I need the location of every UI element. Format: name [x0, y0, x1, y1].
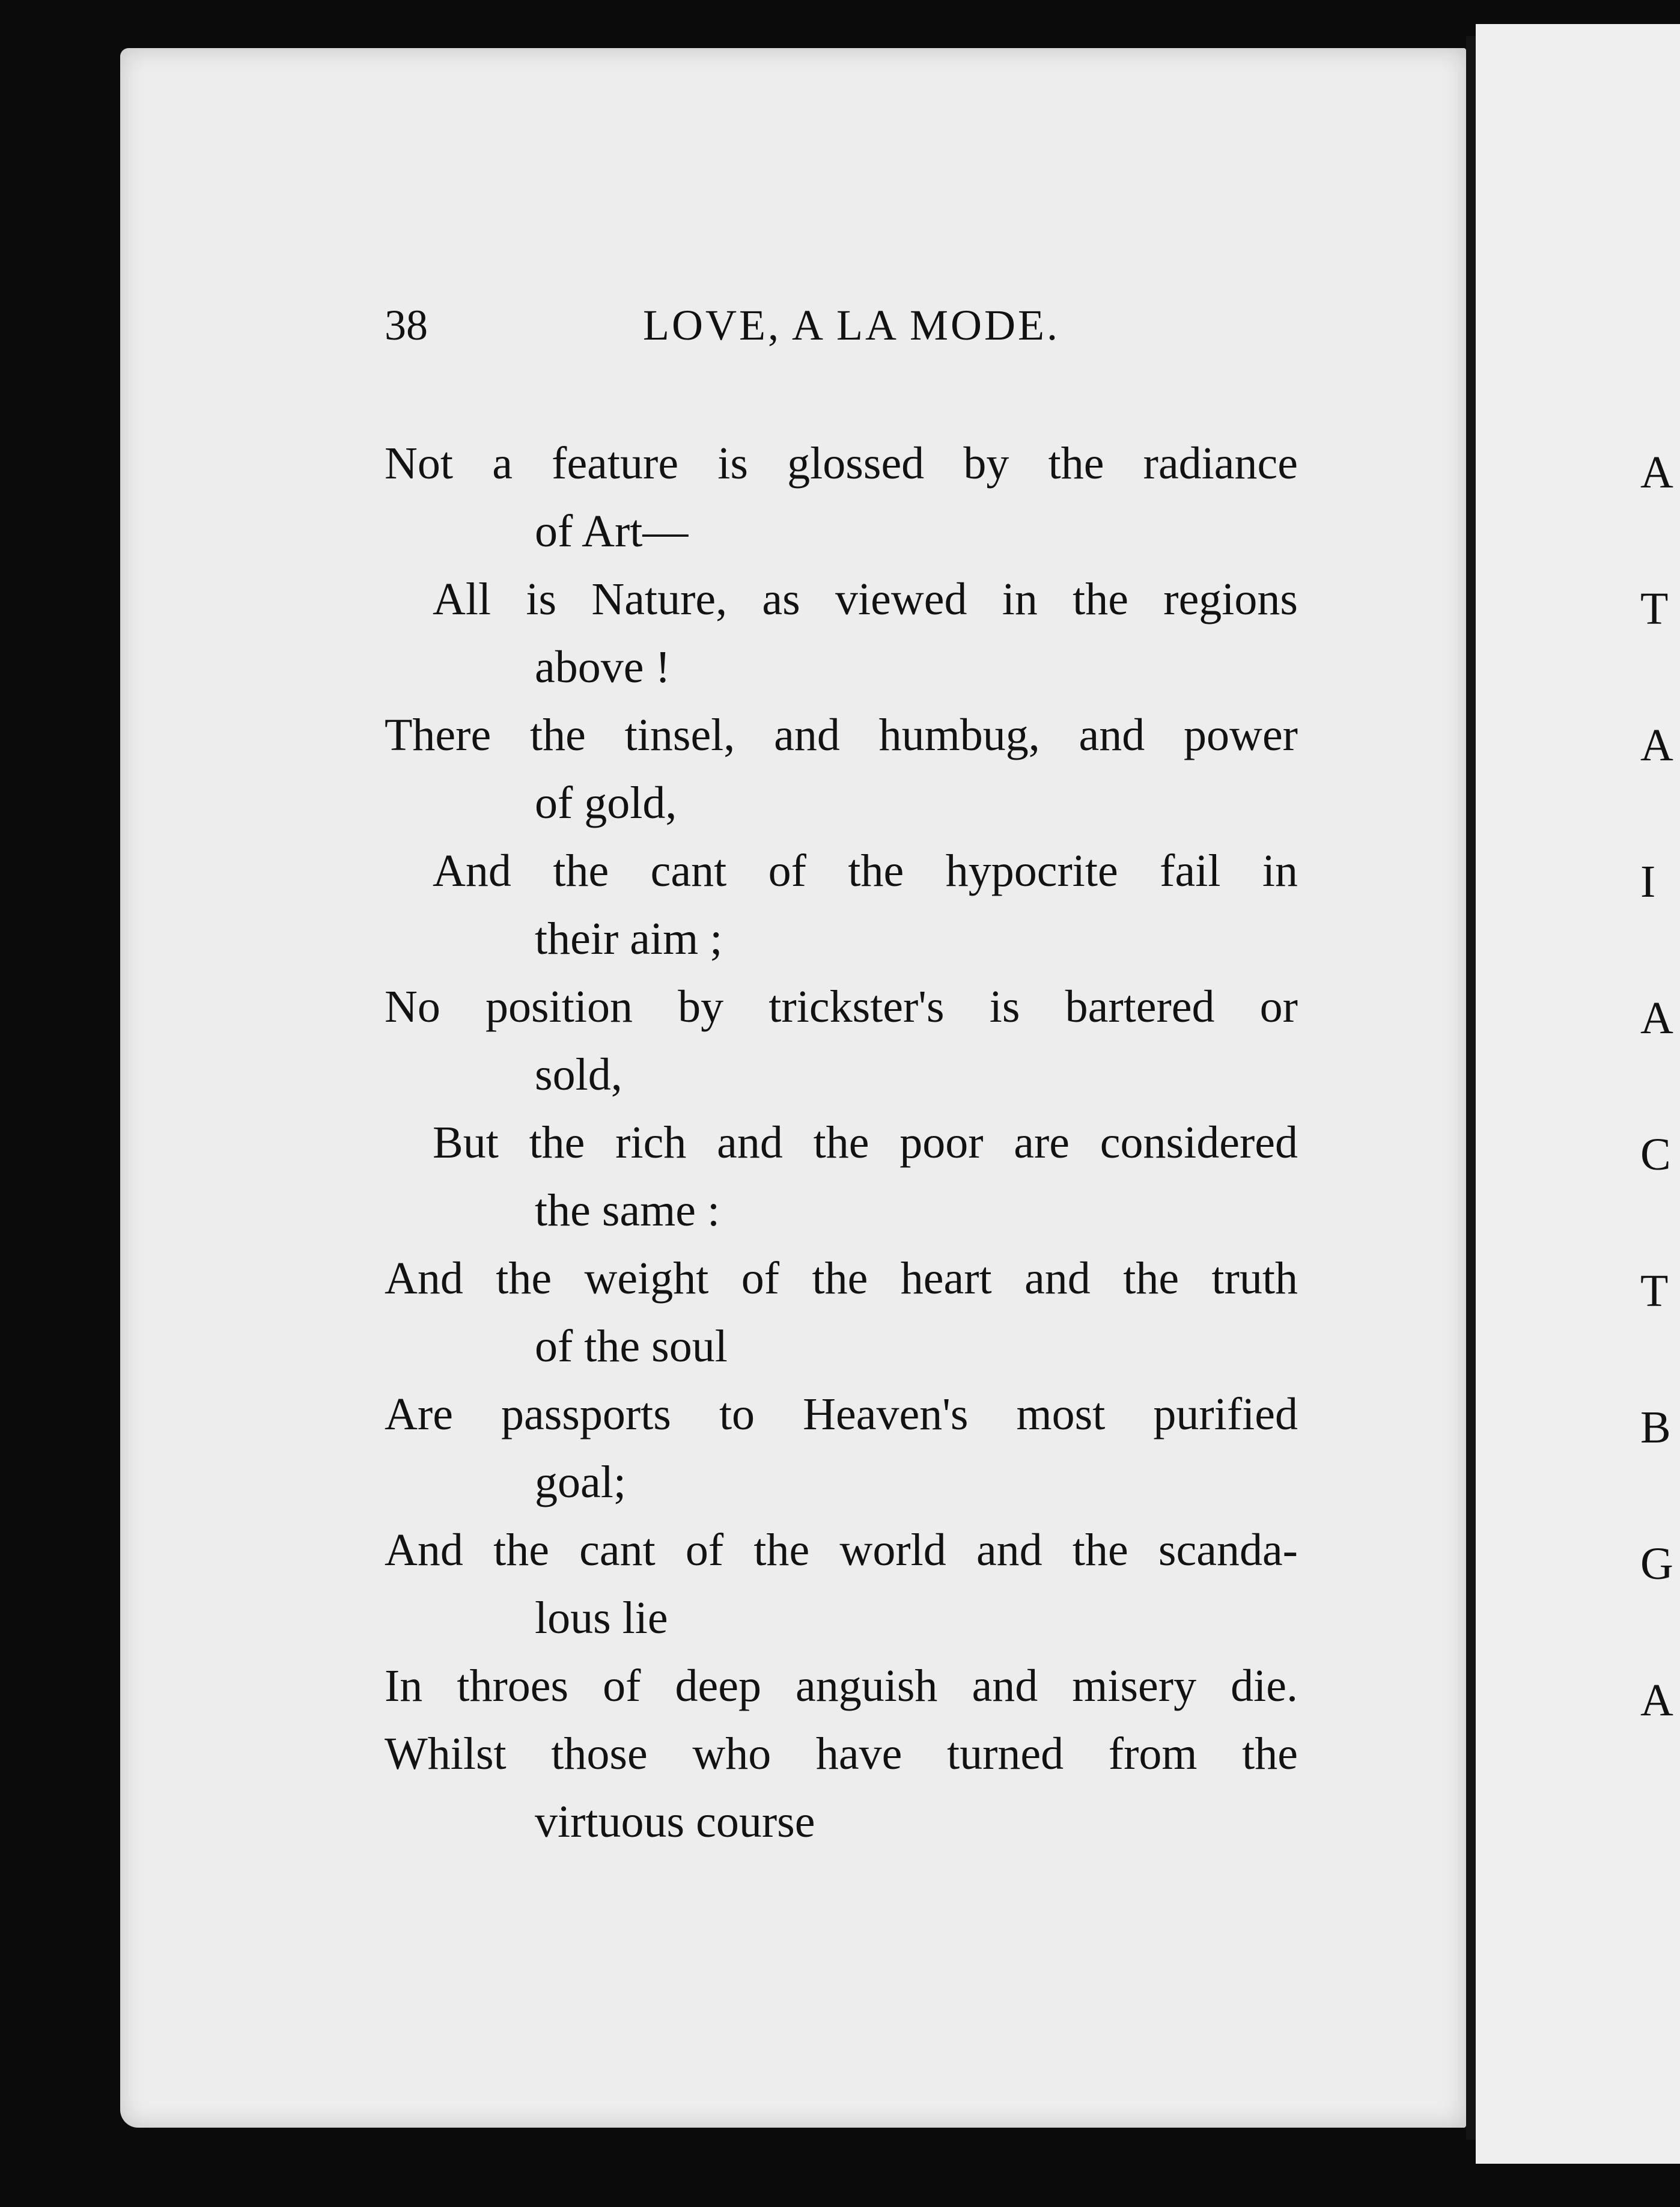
- facing-page-letter: T: [1640, 1266, 1669, 1316]
- verse-line: And the cant of the world and the scanda-: [385, 1525, 1298, 1575]
- verse-line: of gold,: [535, 778, 677, 828]
- verse-line: goal;: [535, 1457, 626, 1507]
- verse-line: of the soul: [535, 1321, 728, 1372]
- verse-line: Not a feature is glossed by the radiance: [385, 438, 1298, 489]
- facing-page-letter: T: [1640, 584, 1669, 634]
- facing-page-letter: B: [1640, 1402, 1671, 1453]
- facing-page-letters: [1640, 439, 1673, 1803]
- facing-page-letter: I: [1640, 856, 1656, 907]
- facing-page-letter: G: [1640, 1539, 1673, 1589]
- verse-line: No position by trickster's is bartered or: [385, 981, 1298, 1032]
- verse-line: There the tinsel, and humbug, and power: [385, 710, 1298, 760]
- verse-line: virtuous course: [535, 1796, 815, 1847]
- verse-line: their aim ;: [535, 914, 723, 964]
- verse-line: In throes of deep anguish and misery die.: [385, 1661, 1298, 1711]
- verse-line: And the weight of the heart and the truth: [385, 1253, 1298, 1304]
- facing-page-letter: A: [1640, 447, 1673, 498]
- verse-line: the same :: [535, 1185, 720, 1236]
- facing-page-letter: C: [1640, 1129, 1671, 1180]
- verse-line: And the cant of the hypocrite fail in: [433, 846, 1298, 896]
- facing-page-letter: A: [1640, 720, 1673, 771]
- verse-line: Are passports to Heaven's most purified: [385, 1389, 1298, 1439]
- verse-line: lous lie: [535, 1593, 668, 1643]
- verse-line: above !: [535, 642, 671, 692]
- page-number: 38: [385, 301, 428, 349]
- running-head: [385, 301, 1286, 355]
- verse-line: Whilst those who have turned from the: [385, 1729, 1298, 1779]
- verse-line: But the rich and the poor are considered: [433, 1117, 1298, 1168]
- book-gutter: [1466, 36, 1476, 2140]
- verse-line: sold,: [535, 1049, 622, 1100]
- verse-line: All is Nature, as viewed in the regions: [433, 574, 1298, 624]
- facing-page-letter: A: [1640, 1675, 1673, 1726]
- facing-page-letter: A: [1640, 993, 1673, 1043]
- verse-text: [385, 430, 1298, 1856]
- verse-line: of Art—: [535, 506, 689, 557]
- page-title: LOVE, A LA MODE.: [643, 301, 1060, 349]
